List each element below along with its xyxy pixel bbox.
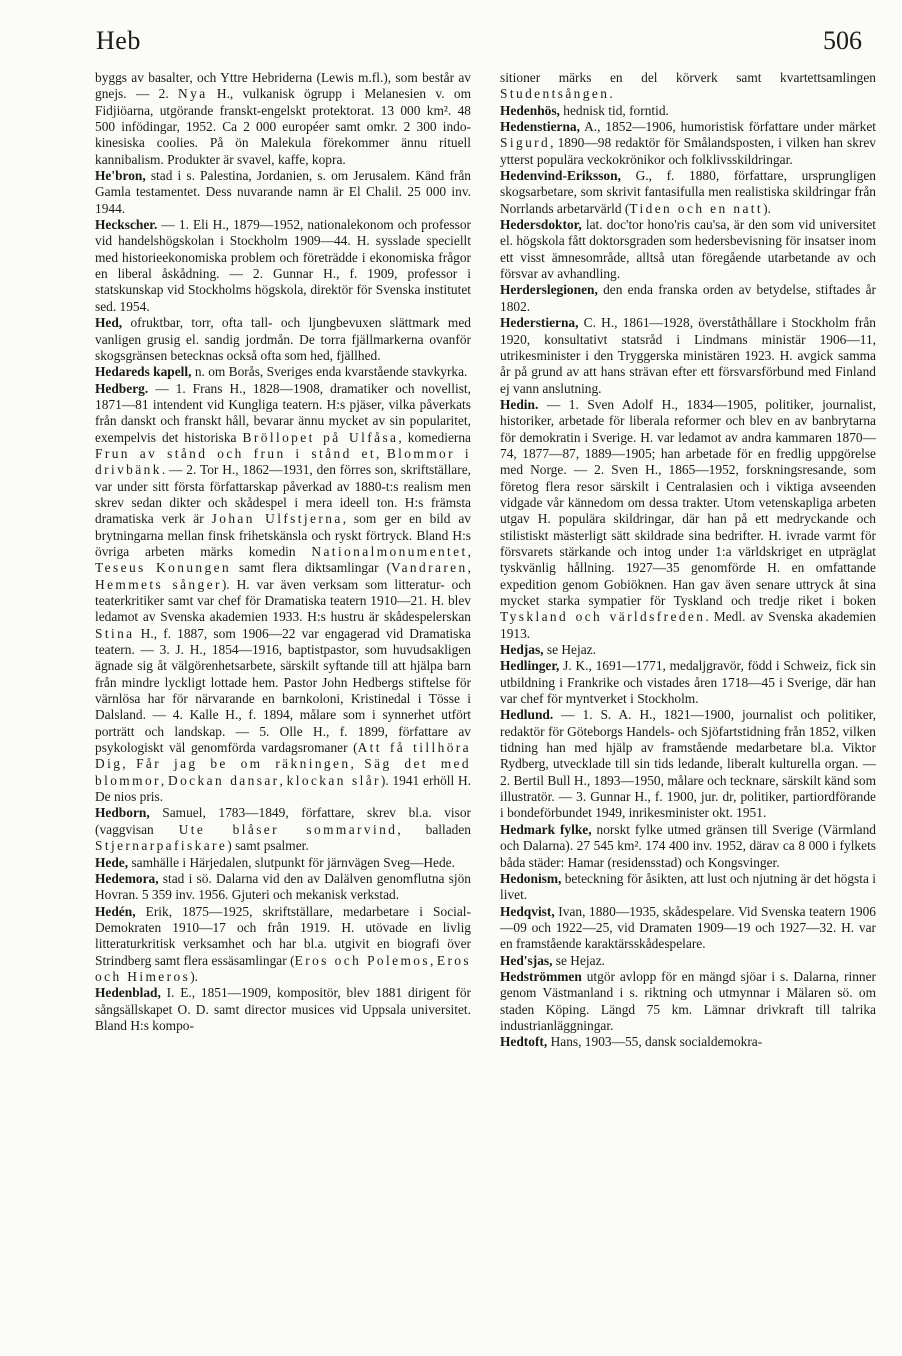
entry-title-spaced: Bröllopet på Ulfåsa — [242, 429, 399, 445]
entry-headword: Hede, — [95, 854, 129, 870]
entry-text: G., f. 1880, författare, ursprungligen skogsarbetare, som skrivit fantasifulla men realistiska skildringar från Norrlands arbetarvärld ( — [500, 168, 876, 216]
entry-headword: Hedlinger, — [500, 658, 560, 674]
dictionary-entry — [500, 707, 876, 821]
entry-headword: Hed, — [95, 315, 123, 331]
entry-text: byggs av basalter, och Yttre Hebriderna (Lewis m.fl.), som består av gnejs. — 2. — [95, 70, 471, 102]
entry-title-spaced: Sigurd — [500, 135, 551, 151]
entry-title-spaced: Blommor i drivbänk — [95, 445, 471, 478]
entry-text: lat. doc'tor hono'ris cau'sa, är den som vid universitet el. högskola fått doktorsgraden som hedersbevisning för insatser inom ett visst ämnesområde, alltså utan föregående utarbetande av och försvar av avhandling. — [500, 217, 876, 282]
dictionary-entry — [95, 805, 471, 854]
entry-title-spaced: Får jag be om räkningen — [136, 756, 351, 772]
entry-headword: Hedströmmen — [500, 968, 582, 984]
entry-text: . — [609, 86, 613, 102]
dictionary-entry — [95, 871, 471, 904]
entry-title-spaced: Eros och Himeros — [95, 952, 472, 984]
entry-text: stad i sö. Dalarna vid den av Dalälven genomflutna sjön Hovran. 5 359 inv. 1956. Gjuteri och mekanisk verkstad. — [95, 870, 471, 903]
entry-text: — 1. Eli H., 1879—1952, nationalekonom och professor vid handelshögskolan i Stockholm 1909—44. H. sysslade speciellt med historieekonomiska problem och företrädde i ekonomiska frågor en liberal åskådning. — 2. Gunnar H., f. 1909, professor i statskunskap vid Stockholms högskola, direktör för Svenska institutet sed. 1954. — [95, 217, 471, 314]
entry-text: se Hejaz. — [543, 642, 596, 658]
dictionary-entry — [95, 168, 471, 217]
entry-headword: Hedonism, — [500, 870, 562, 886]
entry-headword: Hedemora, — [95, 870, 159, 886]
entry-text: , 1890—98 redaktör för Smålandsposten, i vilken han skrev ytterst populära veckokrönikor och folklivsskildringar. — [500, 135, 876, 167]
entry-text: , — [350, 756, 365, 772]
entry-title-spaced: Frun av stånd och frun i stånd et — [95, 445, 377, 461]
entry-headword: Hedtoft, — [500, 1034, 548, 1050]
entry-headword: Hedberg. — [95, 380, 149, 396]
entry-text: — 1. Sven Adolf H., 1834—1905, politiker, journalist, historiker, arbetade för liberala reformer och blev en av banbrytarna för demokratin i Sverige. H. var ledamot av andra kammaren 1870—74, 1877—87, 1889—1905; han arbetade för en fredlig uppgörelse med Norge. — 2. Sven H., 1865—1952, forskningsresande, som företog flera resor särskilt i Centralasien och i viktiga avseenden vidgade vår kännedom om dessa trakter. Utom vetenskapliga arbeten utgav H. populära skildringar, där han på ett medryckande och stilistiskt mästerligt sätt skildrade sina bedrifter. H. ivrade varmt för försvarets stärkande och intog under 1:a världskriget en utpräglat tyskvänlig hållning. 1927—35 genomförde H. en omfattande expedition genom Gobiöknen. Han gav även senare uttryck åt sina mycket starka sympatier för Tyskland och tredje riket i boken — [500, 396, 876, 608]
entry-text: , balladen — [397, 821, 471, 837]
entry-text: ) samt psalmer. — [227, 838, 309, 854]
entry-text: samhälle i Härjedalen, slutpunkt för järnvägen Sveg—Hede. — [128, 854, 455, 870]
entry-text: Hans, 1903—55, dansk socialdemokra- — [547, 1034, 763, 1050]
entry-headword: Hedmark fylke, — [500, 821, 592, 837]
dictionary-entry — [500, 658, 876, 707]
dictionary-entry — [500, 282, 876, 315]
entry-text: . Medl. av Svenska akademien 1913. — [500, 609, 876, 641]
entry-title-spaced: klockan slår — [286, 772, 381, 788]
entry-text: beteckning för åsikten, att lust och njutning är det högsta i livet. — [500, 870, 876, 903]
dictionary-entry — [500, 315, 876, 397]
entry-title-spaced: Att få tillhöra Dig — [95, 740, 471, 772]
entry-text: H., vulkanisk ögrupp i Melanesien v. om Fidjiöarna, utgörande franskt-engelskt protektorat. 13 000 km². 48 500 infödingar, 1952. Ca 2 000 européer samt omkr. 2 300 indo-kinesiska coolies. På ön Malekula förekommer ännu rituell kannibalism. Produkter är svavel, kaffe, kopra. — [95, 86, 471, 167]
entry-title-spaced: Nya — [178, 86, 208, 102]
entry-title-spaced: Tiden och en natt — [629, 200, 764, 216]
entry-text: , — [279, 772, 287, 788]
dictionary-entry — [500, 103, 876, 119]
dictionary-entry — [500, 397, 876, 642]
dictionary-entry — [95, 904, 471, 986]
entry-title-spaced: Nationalmonumentet — [311, 543, 468, 559]
dictionary-entry — [500, 168, 876, 217]
entry-text: H., f. 1887, som 1906—22 var engagerad vid Dramatiska teatern. — 3. J. H., 1854—1916, baptistpastor, som huvudsakligen ägnade sig åt välgörenhetsarbete, särskilt syftande till att hjälpa barn från mindre lyckligt lottade hem. Pastor John Hedbergs stiftelse för värnlösa har för närvarande en barnkoloni, Kristinedal i Tösse i Dalsland. — 4. Kalle H., f. 1894, målare som i synnerhet utfört porträtt och landskap. — 5. Olle H., f. 1899, författare av psykologiskt väl genomförda vardagsromaner ( — [95, 625, 471, 756]
entry-headword: Herderslegionen, — [500, 282, 598, 298]
dictionary-entry — [95, 70, 471, 168]
entry-text: — 1. S. A. H., 1821—1900, journalist och politiker, redaktör för Göteborgs Handels- och Sjöfartstidning från 1852, vilken tidning han med hjälp av framstående medarbetare bl.a. Viktor Rydberg, utvecklade till sin tids ledande, liberalt kulturella organ. — 2. Bertil Bull H., 1893—1950, målare och tecknare, särskilt känd som illustratör. — 3. Gunnar H., f. 1900, jur. dr, politiker, partiordförande i bondeförbundet 1949, inrikesminister okt. 1951. — [500, 707, 876, 821]
dictionary-entry — [500, 969, 876, 1034]
entry-title-spaced: Ute blåser sommarvind — [178, 821, 398, 837]
dictionary-entry — [500, 1034, 876, 1050]
entry-headword: Hedenstierna, — [500, 119, 580, 135]
entry-headword: Hed'sjas, — [500, 952, 553, 968]
entry-text: ). H. var även verksam som litteratur- och teaterkritiker samt var chef för Dramatiska teatern 1910—21. H. blev ledamot av Svenska akademien 1933. H:s hustru är skådespelerskan — [95, 576, 471, 625]
entry-headword: Hedin. — [500, 396, 539, 412]
entry-headword: Hedenvind-Eriksson, — [500, 168, 621, 184]
entry-title-spaced: Teseus Konungen — [95, 560, 232, 576]
right-column — [500, 70, 876, 1051]
entry-headword: Hedén, — [95, 903, 136, 919]
entry-headword: Hedqvist, — [500, 903, 555, 919]
entry-text: den enda franska orden av betydelse, stiftades år 1802. — [500, 282, 876, 314]
entry-headword: Hederstierna, — [500, 315, 579, 331]
entry-text: Samuel, 1783—1849, författare, skrev bl.a. visor (vaggvisan — [95, 805, 471, 837]
entry-title-spaced: Hemmets sånger — [95, 576, 222, 592]
entry-text: , — [430, 952, 437, 968]
entry-text: ). — [763, 200, 771, 216]
entry-text: Ivan, 1880—1935, skådespelare. Vid Svenska teatern 1906—09 och 1922—25, vid Dramaten 1909—19 och 1927—32. H. var en framstående karaktärsskådespelare. — [500, 903, 876, 952]
entry-headword: Hedersdoktor, — [500, 217, 582, 233]
entry-text: C. H., 1861—1928, överståthållare i Stockholm från 1920, konsultativt statsråd i Lindmans ministär 1906—11, utrikesminister i den Tryggerska ministären 1923. H. avgick samma år på grund av att hans strävan efter ett försvarsförbund med Finland ej vann anslutning. — [500, 315, 876, 396]
entry-headword: He'bron, — [95, 168, 146, 184]
entry-text: ). 1941 erhöll H. De nios pris. — [95, 772, 471, 805]
entry-text: sitioner märks en del körverk samt kvartettsamlingen — [500, 70, 876, 85]
entry-title-spaced: Vandraren — [391, 560, 468, 576]
entry-text: , — [122, 756, 137, 772]
entry-title-spaced: Johan Ulfstjerna — [211, 511, 343, 527]
entry-text: Erik, 1875—1925, skriftställare, medarbetare i Social-Demokraten 1910—17 och från 1919. H. utövade en livlig litteraturkritisk verksamhet och har bl.a. utgivit en biografi över Strindberg samt flera essäsamlingar ( — [95, 903, 471, 968]
dictionary-entry — [95, 315, 471, 364]
entry-text: . — 2. Tor H., 1862—1931, den förres son, skriftställare, var under sitt första författarskap påverkad av 1880-t:s realism men skrev sedan dikter och skådespel i mera ideell ton. H:s främsta dramatiska verk är — [95, 462, 471, 527]
entry-text: ofruktbar, torr, ofta tall- och ljungbevuxen slättmark med vanligen grusig el. sandig jordmån. De torra fjällmarkerna ovanför skogsgränsen betecknas också ofta som hed, fjällhed. — [95, 315, 471, 363]
dictionary-entry — [500, 871, 876, 904]
dictionary-entry — [500, 642, 876, 658]
dictionary-entry — [500, 70, 876, 103]
dictionary-entry — [500, 822, 876, 871]
entry-text: n. om Borås, Sveriges enda kvarstående stavkyrka. — [191, 364, 468, 380]
entry-text: , — [376, 445, 387, 461]
entry-title-spaced: Eros och Polemos — [294, 952, 431, 968]
dictionary-entry — [500, 904, 876, 953]
entry-text: norskt fylke utmed gränsen till Sverige (Värmland och Dalarna). 27 545 km². 174 400 inv. 1952, därav ca 8 000 i fylkets båda städer: Hamar (residensstad) och Kongsvinger. — [500, 821, 876, 870]
entry-text: ). — [190, 968, 199, 984]
dictionary-entry — [95, 381, 471, 806]
page-number: 506 — [823, 26, 862, 55]
entry-text: J. K., 1691—1771, medaljgravör, född i Schweiz, fick sin utbildning i Frankrike och vistades åren 1718—45 i Sverige, där han var chef för myntverket i Stockholm. — [500, 658, 876, 707]
entry-text: — 1. Frans H., 1828—1908, dramatiker och novellist, 1871—81 intendent vid Kungliga teatern. H:s pjäser, vilka påverkats från danskt och franskt håll, bevarar ännu mycket av sin popularitet, exempelvis det historiska — [95, 380, 471, 445]
left-column — [95, 70, 471, 1034]
entry-headword: Hedborn, — [95, 805, 150, 821]
entry-title-spaced: Säg det med blommor — [95, 756, 471, 788]
entry-title-spaced: Tyskland och världsfreden — [500, 609, 706, 625]
running-head: Heb — [96, 26, 141, 55]
entry-text: I. E., 1851—1909, kompositör, blev 1881 dirigent för sångsällskapet O. D. samt director musices vid Uppsala universitet. Bland H:s kompo- — [95, 985, 471, 1033]
entry-title-spaced: Stina — [95, 625, 135, 641]
entry-headword: Hedareds kapell, — [95, 364, 192, 380]
entry-text: , som ger en bild av brytningarna mellan finsk frihetskänsla och ryskt förtryck. Bland H:s övriga arbeten märks komedin — [95, 511, 471, 559]
entry-headword: Hedenhös, — [500, 102, 560, 118]
entry-text: utgör avlopp för en mängd sjöar i s. Dalarna, rinner genom Västmanland i s. riktning och utmynnar i Mälaren sö. om staden Köping. Längd 75 km. Lämnar drivkraft till talrika industrianläggningar. — [500, 968, 876, 1033]
entry-headword: Heckscher. — [95, 217, 158, 233]
entry-text: , — [467, 543, 471, 559]
dictionary-entry — [95, 364, 471, 380]
dictionary-entry — [95, 217, 471, 315]
dictionary-entry — [500, 217, 876, 282]
entry-headword: Hedlund. — [500, 707, 554, 723]
dictionary-entry — [95, 985, 471, 1034]
entry-text: samt flera diktsamlingar ( — [231, 560, 391, 576]
entry-title-spaced: Stjernarpafiskare — [95, 838, 228, 854]
entry-text: , komedierna — [398, 429, 472, 445]
entry-title-spaced: Studentsången — [500, 86, 610, 102]
dictionary-entry — [500, 953, 876, 969]
entry-text: hednisk tid, forntid. — [559, 102, 669, 118]
entry-text: A., 1852—1906, humoristisk författare under märket — [579, 119, 876, 135]
entry-text: stad i s. Palestina, Jordanien, s. om Jerusalem. Känd från Gamla testamentet. Dess nuvarande namn är El Chalil. 25 000 inv. 1944. — [95, 168, 471, 216]
entry-headword: Hedjas, — [500, 642, 544, 658]
entry-text: se Hejaz. — [552, 952, 605, 968]
dictionary-entry — [500, 119, 876, 168]
entry-text: , — [160, 772, 168, 788]
entry-title-spaced: Dockan dansar — [168, 772, 280, 788]
entry-text: , — [467, 560, 471, 576]
dictionary-entry — [95, 855, 471, 871]
page-header — [0, 0, 902, 70]
entry-headword: Hedenblad, — [95, 985, 161, 1001]
